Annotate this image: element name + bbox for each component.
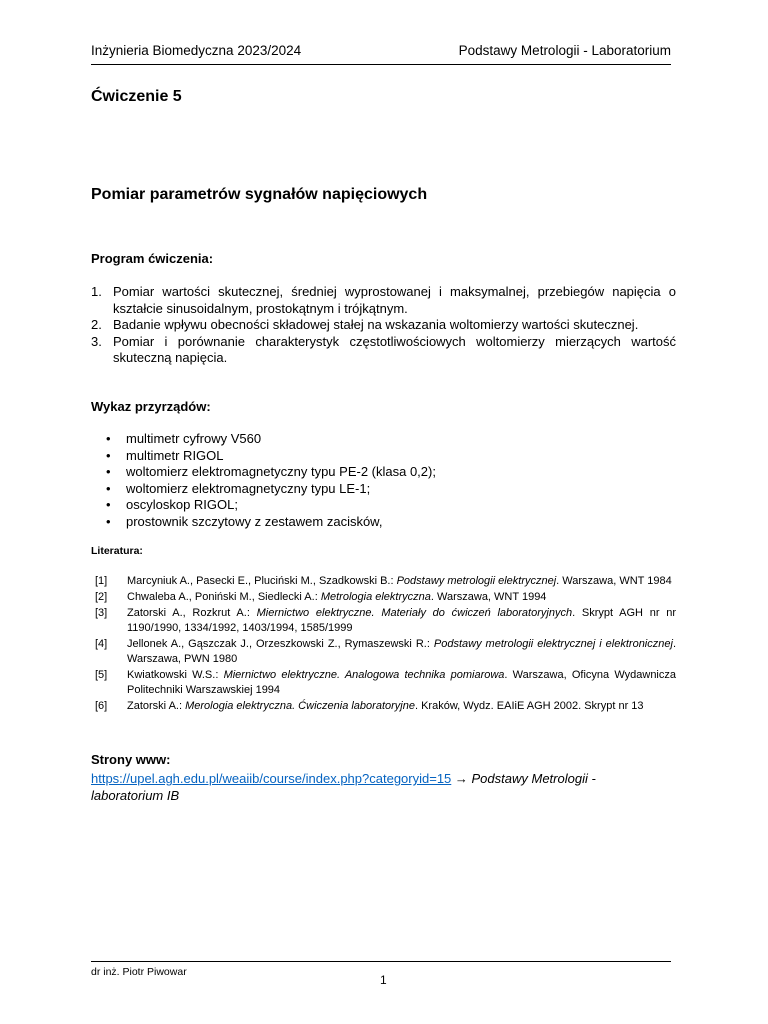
- list-item: • multimetr RIGOL: [106, 447, 224, 463]
- footer-author: dr inż. Piotr Piwowar: [91, 966, 187, 978]
- www-paragraph: [91, 770, 651, 804]
- reference-item: [1] Marcyniuk A., Pasecki E., Pluciński M., Szadkowski B.: Podstawy metrologii elektrycznej. Warszawa, WNT 1984: [95, 575, 672, 587]
- page-number: 1: [380, 973, 387, 987]
- footer-rule: [91, 961, 671, 962]
- list-item: • oscyloskop RIGOL;: [106, 497, 238, 512]
- header-left: Inżynieria Biomedyczna 2023/2024: [91, 43, 302, 58]
- page-header: [91, 43, 671, 58]
- reference-item: [4] Jellonek A., Gąszczak J., Orzeszkowski Z., Rymaszewski R.: Podstawy metrologii elektrycznej i elektronicznej. Warszawa, PWN 1980: [95, 638, 676, 665]
- list-item: • woltomierz elektromagnetyczny typu PE-2 (klasa 0,2);: [106, 464, 436, 479]
- instruments-heading: Wykaz przyrządów:: [91, 399, 211, 414]
- course-name: Podstawy Metrologii - laboratorium IB: [91, 771, 596, 803]
- reference-list: [95, 574, 676, 715]
- reference-item: [5] Kwiatkowski W.S.: Miernictwo elektryczne. Analogowa technika pomiarowa. Warszawa, Oficyna Wydawnicza Politechniki Warszawskiej 1994: [95, 669, 676, 696]
- list-item: • woltomierz elektromagnetyczny typu LE-1;: [106, 480, 371, 496]
- list-item: • prostownik szczytowy z zestawem zacisków,: [106, 513, 383, 529]
- www-heading: Strony www:: [91, 752, 171, 767]
- program-heading: Program ćwiczenia:: [91, 251, 214, 266]
- instruments-list: [106, 431, 436, 530]
- exercise-heading: Ćwiczenie 5: [91, 88, 182, 105]
- course-link[interactable]: https://upel.agh.edu.pl/weaiib/course/index.php?categoryid=15: [91, 771, 452, 786]
- reference-item: [2] Chwaleba A., Poniński M., Siedlecki A.: Metrologia elektryczna. Warszawa, WNT 1994: [95, 591, 547, 603]
- program-list: [91, 284, 676, 367]
- list-item: • multimetr cyfrowy V560: [106, 431, 262, 446]
- list-item: 2. Badanie wpływu obecności składowej stałej na wskazania woltomierzy wartości skutecznej.: [91, 317, 639, 332]
- reference-item: [3] Zatorski A., Rozkrut A.: Miernictwo elektryczne. Materiały do ćwiczeń laboratoryjnych. Skrypt AGH nr nr 1190/1990, 1334/1992, 1403/1994, 1585/1999: [95, 607, 676, 634]
- header-right: Podstawy Metrologii - Laboratorium: [458, 43, 671, 58]
- link-arrow: →: [451, 771, 472, 786]
- list-item: 3. Pomiar i porównanie charakterystyk częstotliwościowych woltomierzy mierzących wartość skuteczną napięcia.: [91, 333, 676, 365]
- list-item: 1. Pomiar wartości skutecznej, średniej wyprostowanej i maksymalnej, przebiegów napięcia o kształcie sinusoidalnym, prostokątnym i trójkątnym.: [91, 284, 676, 316]
- page-title: Pomiar parametrów sygnałów napięciowych: [91, 186, 428, 203]
- literature-heading: Literatura:: [91, 545, 143, 557]
- reference-item: [6] Zatorski A.: Merologia elektryczna. Ćwiczenia laboratoryjne. Kraków, Wydz. EAIiE AGH 2002. Skrypt nr 13: [95, 700, 644, 712]
- header-rule: [91, 64, 671, 65]
